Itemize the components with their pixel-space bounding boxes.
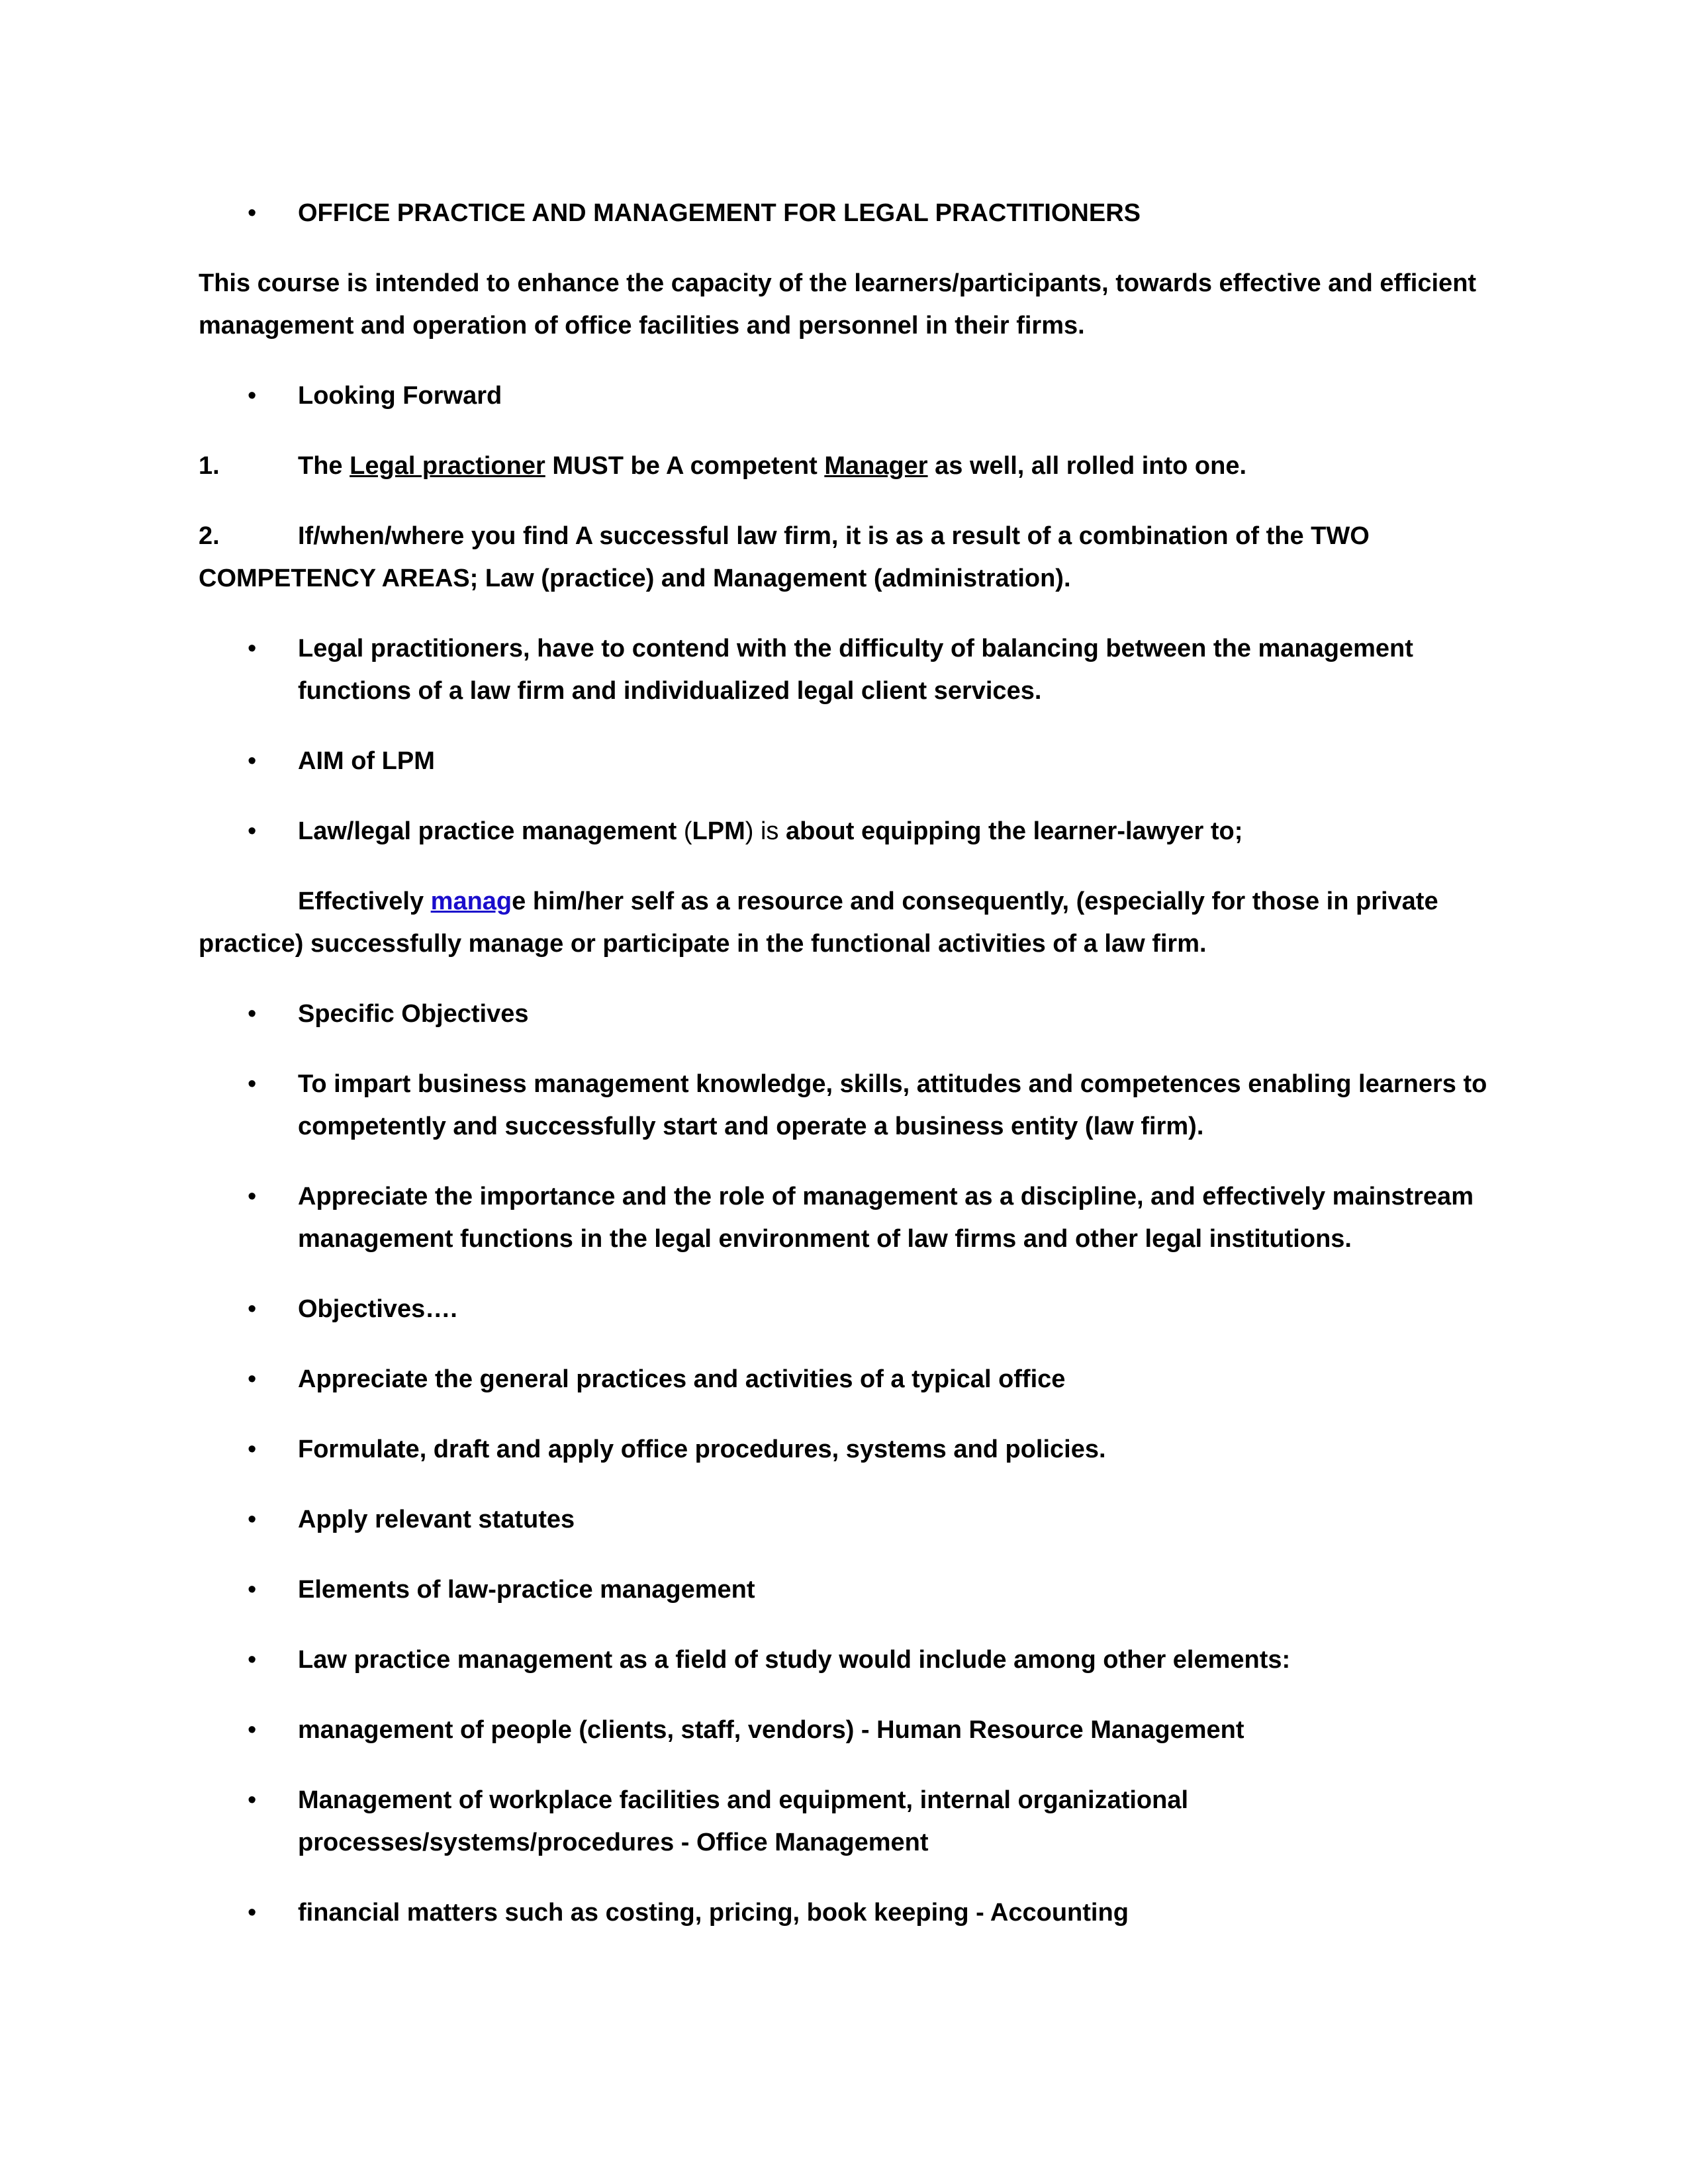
point1-text-post: as well, all rolled into one. xyxy=(927,452,1247,480)
list-item-text: Management of workplace facilities and equipment, internal organizational processes/systems/procedures - Office Management xyxy=(298,1786,1189,1856)
bullet-icon: • xyxy=(248,1000,257,1028)
bullet-icon: • xyxy=(248,747,257,775)
numbered-point-1 xyxy=(199,445,1496,487)
manage-link[interactable]: manag xyxy=(430,887,512,915)
list-item-text: Appreciate the importance and the role of management as a discipline, and effectively mainstream management functions in the legal environment of law firms and other legal institutions. xyxy=(298,1183,1474,1253)
list-item xyxy=(199,993,1496,1035)
bullet-icon: • xyxy=(248,1899,257,1927)
balancing-item xyxy=(199,627,1496,712)
lpm-text-e: about equipping the learner-lawyer to; xyxy=(785,817,1243,845)
list-item-text: Elements of law-practice management xyxy=(298,1576,755,1604)
list-item xyxy=(199,1891,1496,1934)
bullet-icon: • xyxy=(248,1646,257,1674)
list-item-text: Apply relevant statutes xyxy=(298,1506,575,1533)
bullet-icon: • xyxy=(248,817,257,845)
lpm-paren-open: ( xyxy=(683,817,692,845)
list-item-text: To impart business management knowledge, skills, attitudes and competences enabling learners to competently and successfully start and operate a business entity (law firm). xyxy=(298,1070,1487,1140)
list-item xyxy=(199,1569,1496,1611)
list-item xyxy=(199,1498,1496,1541)
document-page xyxy=(199,192,1496,1962)
lpm-item xyxy=(199,810,1496,852)
bullet-icon: • xyxy=(248,1506,257,1533)
aim-label: AIM of LPM xyxy=(298,747,435,775)
list-item-text: management of people (clients, staff, vendors) - Human Resource Management xyxy=(298,1716,1244,1744)
list-item xyxy=(199,1639,1496,1681)
list-item-text: Appreciate the general practices and activities of a typical office xyxy=(298,1365,1066,1393)
list-item-text: Specific Objectives xyxy=(298,1000,529,1028)
bullet-icon: • xyxy=(248,1576,257,1604)
list-item xyxy=(199,1428,1496,1471)
point2-text: If/when/where you find A successful law firm, it is as a result of a combination of the TWO COMPETENCY AREAS; Law (practice) and Management (administration). xyxy=(199,522,1370,592)
bullet-icon: • xyxy=(248,382,257,410)
effectively-pre: Effectively xyxy=(298,887,431,915)
list-item xyxy=(199,1358,1496,1400)
list-item-text: Objectives…. xyxy=(298,1295,457,1323)
list-item xyxy=(199,1709,1496,1751)
bullet-icon: • xyxy=(248,635,257,662)
heading-item xyxy=(199,192,1496,234)
legal-practioner-term: Legal practioner xyxy=(350,452,545,480)
numbered-point-2 xyxy=(199,515,1496,600)
list-item xyxy=(199,1063,1496,1148)
list-item-text: financial matters such as costing, pricing, book keeping - Accounting xyxy=(298,1899,1129,1927)
looking-forward-item xyxy=(199,375,1496,417)
bullet-icon: • xyxy=(248,1716,257,1744)
bullet-icon: • xyxy=(248,1786,257,1814)
lpm-abbrev: LPM xyxy=(692,817,745,845)
bullet-icon: • xyxy=(248,1183,257,1210)
lpm-text-a: Law/legal practice management xyxy=(298,817,684,845)
list-item xyxy=(199,1288,1496,1330)
list-item xyxy=(199,1175,1496,1260)
lpm-text-d: ) is xyxy=(745,817,786,845)
list-item-text: Law practice management as a field of study would include among other elements: xyxy=(298,1646,1291,1674)
effectively-paragraph xyxy=(199,880,1496,965)
intro-paragraph: This course is intended to enhance the capacity of the learners/participants, towards effective and efficient management and operation of office facilities and personnel in their firms. xyxy=(199,269,1477,340)
point-number: 1. xyxy=(199,452,220,480)
list-item-text: Formulate, draft and apply office procedures, systems and policies. xyxy=(298,1435,1106,1463)
list-item xyxy=(199,1779,1496,1864)
document-heading: OFFICE PRACTICE AND MANAGEMENT FOR LEGAL PRACTITIONERS xyxy=(298,199,1141,227)
bullet-icon: • xyxy=(248,199,257,227)
balancing-text: Legal practitioners, have to contend with the difficulty of balancing between the management functions of a law firm and individualized legal client services. xyxy=(298,635,1413,705)
effectively-post: e him/her self as a resource and consequently, (especially for those in private practice) successfully manage or participate in the functional activities of a law firm. xyxy=(199,887,1438,958)
bullet-icon: • xyxy=(248,1070,257,1098)
bullet-icon: • xyxy=(248,1435,257,1463)
manager-term: Manager xyxy=(824,452,928,480)
point1-text-mid: MUST be A competent xyxy=(545,452,825,480)
aim-item xyxy=(199,740,1496,782)
point-number: 2. xyxy=(199,522,220,550)
point1-text-pre: The xyxy=(298,452,350,480)
bullet-icon: • xyxy=(248,1295,257,1323)
bullet-icon: • xyxy=(248,1365,257,1393)
looking-forward-label: Looking Forward xyxy=(298,382,502,410)
